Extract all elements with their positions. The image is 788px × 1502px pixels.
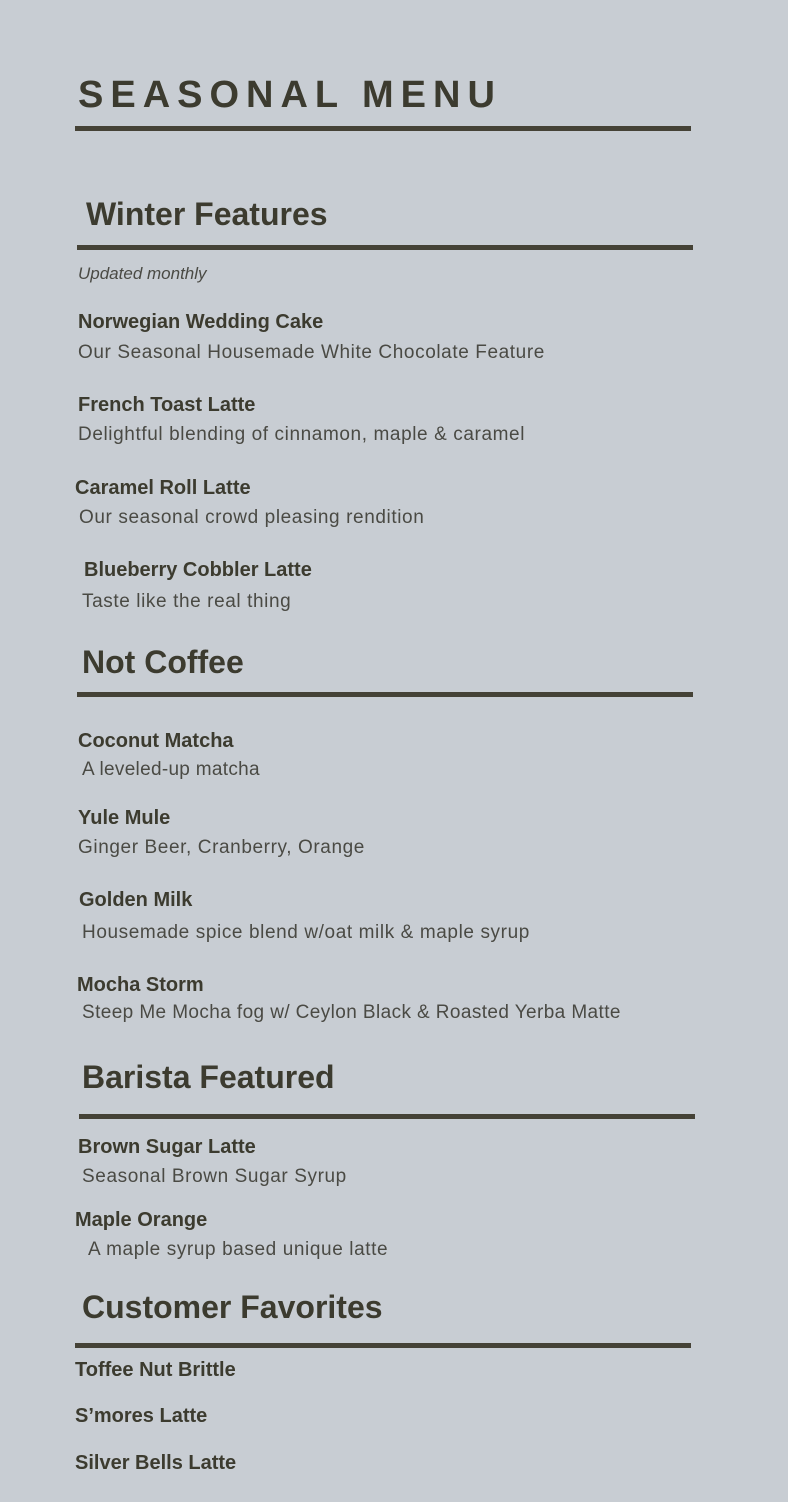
menu-item-name-silver-bells-latte: Silver Bells Latte xyxy=(75,1452,237,1474)
section-divider-barista-featured xyxy=(79,1114,695,1119)
menu-item-name-golden-milk: Golden Milk xyxy=(79,889,193,911)
menu-item-name-maple-orange: Maple Orange xyxy=(75,1209,208,1231)
section-heading-winter-features: Winter Features xyxy=(86,196,328,232)
menu-item-desc-coconut-matcha: A leveled-up matcha xyxy=(82,759,260,780)
menu-item-name-norwegian-wedding-cake: Norwegian Wedding Cake xyxy=(78,311,324,333)
title-divider xyxy=(75,126,691,131)
menu-item-desc-french-toast-latte: Delightful blending of cinnamon, maple & caramel xyxy=(78,424,526,445)
section-divider-winter-features xyxy=(77,245,693,250)
menu-item-desc-mocha-storm: Steep Me Mocha fog w/ Ceylon Black & Roasted Yerba Matte xyxy=(82,1002,621,1023)
menu-item-desc-yule-mule: Ginger Beer, Cranberry, Orange xyxy=(78,837,365,858)
section-divider-customer-favorites xyxy=(75,1343,691,1348)
menu-item-name-mocha-storm: Mocha Storm xyxy=(77,974,204,996)
menu-item-desc-caramel-roll-latte: Our seasonal crowd pleasing rendition xyxy=(79,507,425,528)
menu-title: SEASONAL MENU xyxy=(78,74,502,116)
menu-item-desc-golden-milk: Housemade spice blend w/oat milk & maple syrup xyxy=(82,922,530,943)
menu-item-desc-brown-sugar-latte: Seasonal Brown Sugar Syrup xyxy=(82,1166,347,1187)
menu-item-name-smores-latte: S’mores Latte xyxy=(75,1405,208,1427)
menu-item-name-brown-sugar-latte: Brown Sugar Latte xyxy=(78,1136,256,1158)
menu-item-desc-maple-orange: A maple syrup based unique latte xyxy=(88,1239,389,1260)
menu-item-name-coconut-matcha: Coconut Matcha xyxy=(78,730,234,752)
menu-item-name-toffee-nut-brittle: Toffee Nut Brittle xyxy=(75,1359,236,1381)
section-heading-barista-featured: Barista Featured xyxy=(82,1059,335,1095)
menu-item-desc-blueberry-cobbler-latte: Taste like the real thing xyxy=(82,591,292,612)
menu-item-name-blueberry-cobbler-latte: Blueberry Cobbler Latte xyxy=(84,559,312,581)
menu-item-name-caramel-roll-latte: Caramel Roll Latte xyxy=(75,477,251,499)
menu-item-name-yule-mule: Yule Mule xyxy=(78,807,171,829)
updated-note: Updated monthly xyxy=(78,264,207,283)
menu-item-desc-norwegian-wedding-cake: Our Seasonal Housemade White Chocolate Feature xyxy=(78,342,545,363)
section-divider-not-coffee xyxy=(77,692,693,697)
section-heading-not-coffee: Not Coffee xyxy=(82,644,244,680)
section-heading-customer-favorites: Customer Favorites xyxy=(82,1289,383,1325)
menu-item-name-french-toast-latte: French Toast Latte xyxy=(78,394,256,416)
